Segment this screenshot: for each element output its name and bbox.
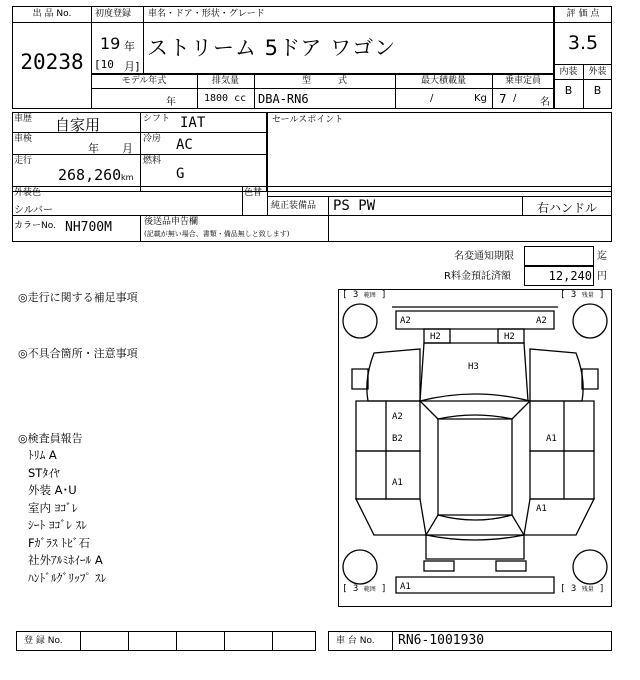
capacity-separator: / bbox=[513, 93, 517, 104]
car-damage-diagram bbox=[338, 289, 612, 607]
recycle-label: R料金預託済額 bbox=[444, 271, 511, 282]
damage-mark: A2 bbox=[400, 316, 411, 326]
deadline-box bbox=[524, 246, 594, 266]
equipment-label: 純正装備品 bbox=[271, 201, 317, 211]
recycle-unit: 円 bbox=[597, 271, 607, 282]
inspector-item: ﾄﾘﾑ A bbox=[28, 448, 57, 462]
model-year-unit: 年 bbox=[166, 97, 176, 108]
max-load-separator: / bbox=[430, 93, 434, 104]
model-type-value: DBA-RN6 bbox=[258, 92, 309, 106]
deadline-label: 名変通知期限 bbox=[454, 251, 514, 262]
max-load-label: 最大積載量 bbox=[420, 76, 466, 86]
inspector-item: 社外ｱﾙﾐﾎｲｰﾙ A bbox=[28, 553, 103, 567]
first-reg-year: 19 bbox=[100, 34, 121, 53]
driving-notes-title: ◎走行に関する補足事項 bbox=[18, 291, 138, 304]
recycle-value: 12,240 bbox=[548, 269, 592, 283]
inspector-report-title: ◎検査員報告 bbox=[18, 432, 83, 445]
vehicle-name: ストリーム 5ドア ワゴン bbox=[147, 36, 397, 60]
first-reg-label: 初度登録 bbox=[95, 9, 132, 19]
damage-mark: A2 bbox=[392, 412, 403, 422]
inspector-item: ｼｰﾄ ﾖｺﾞﾚ ｽﾚ bbox=[28, 518, 88, 532]
tread-right-rear: [ 3 残量 ] bbox=[560, 584, 605, 594]
fuel-label: 燃料 bbox=[143, 156, 162, 166]
lot-label: 出 品 No. bbox=[32, 9, 72, 19]
first-reg-month-unit: 月] bbox=[124, 60, 140, 73]
ac-label: 冷房 bbox=[143, 134, 162, 144]
first-reg-year-unit: 年 bbox=[124, 40, 135, 53]
equipment-value: PS PW bbox=[333, 198, 376, 214]
fuel-value: G bbox=[176, 166, 185, 182]
shift-label: シフト bbox=[143, 114, 171, 124]
type-label: 型 式 bbox=[301, 76, 347, 86]
damage-mark: B2 bbox=[392, 434, 403, 444]
interior-grade: B bbox=[564, 84, 573, 97]
damage-mark: A1 bbox=[536, 504, 547, 514]
score-value: 3.5 bbox=[567, 32, 599, 54]
sales-point-label: セールスポイント bbox=[272, 115, 344, 125]
tread-left-rear: [ 3 範囲 ] bbox=[342, 584, 387, 594]
registration-no-label: 登 録 No. bbox=[24, 636, 63, 646]
damage-mark: H2 bbox=[504, 332, 515, 342]
history-label: 車歴 bbox=[14, 114, 33, 124]
score-label: 評 価 点 bbox=[566, 9, 600, 19]
defects-title: ◎不具合箇所・注意事項 bbox=[18, 347, 138, 360]
capacity-unit: 名 bbox=[540, 97, 550, 108]
capacity-label: 乗車定員 bbox=[504, 76, 541, 86]
displacement-label: 排気量 bbox=[211, 76, 239, 86]
inspection-month: 月 bbox=[122, 142, 133, 155]
deadline-unit: 迄 bbox=[597, 251, 607, 262]
interior-grade-label: 内装 bbox=[559, 67, 578, 77]
exterior-grade: B bbox=[593, 84, 602, 97]
damage-mark: H3 bbox=[468, 362, 479, 372]
mileage-unit: km bbox=[121, 173, 134, 182]
tread-left-front: [ 3 範囲 ] bbox=[342, 290, 387, 300]
steering-value: 右ハンドル bbox=[536, 201, 597, 215]
ac-value: AC bbox=[176, 137, 193, 153]
damage-mark: A2 bbox=[536, 316, 547, 326]
inspector-item: ﾊﾝﾄﾞﾙｸﾞﾘｯﾌﾟ ｽﾚ bbox=[28, 570, 107, 585]
color-change-label: 色替 bbox=[244, 188, 263, 198]
inspector-item: Fｶﾞﾗｽ ﾄﾋﾞ石 bbox=[28, 535, 91, 550]
chassis-no-value: RN6-1001930 bbox=[398, 633, 485, 648]
max-load-unit: Kg bbox=[474, 93, 487, 104]
damage-mark: H2 bbox=[430, 332, 441, 342]
chassis-no-label: 車 台 No. bbox=[336, 636, 375, 646]
damage-mark: A1 bbox=[546, 434, 557, 444]
vehicle-name-label: 車名・ドア・形状・グレード bbox=[148, 9, 265, 19]
inspector-items bbox=[28, 447, 208, 587]
color-value: シルバー bbox=[14, 205, 54, 216]
docs-note: (記載が無い場合、書類・備品無しと致します) bbox=[144, 230, 290, 238]
lot-number: 20238 bbox=[20, 50, 84, 74]
docs-label: 後送品申告欄 bbox=[144, 217, 199, 227]
tread-right-front: [ 3 残量 ] bbox=[560, 290, 605, 300]
color-no-value: NH700M bbox=[65, 220, 112, 235]
inspector-item: 外装 A･U bbox=[28, 483, 77, 497]
exterior-grade-label: 外装 bbox=[588, 67, 607, 77]
capacity-value: 7 bbox=[499, 92, 507, 106]
displacement-value: 1800 cc bbox=[204, 93, 247, 104]
mileage-value: 268,260 bbox=[58, 166, 122, 184]
mileage-label: 走行 bbox=[14, 156, 33, 166]
history-value: 自家用 bbox=[55, 116, 101, 134]
inspection-label: 車検 bbox=[14, 134, 33, 144]
first-reg-month: [10 bbox=[94, 58, 114, 71]
inspector-item: 室内 ﾖｺﾞﾚ bbox=[28, 500, 78, 515]
model-year-label: モデル年式 bbox=[121, 76, 167, 86]
damage-mark: A1 bbox=[400, 582, 411, 592]
inspector-item: STﾀｲﾔ bbox=[28, 465, 60, 480]
inspection-year: 年 bbox=[88, 142, 99, 155]
damage-mark: A1 bbox=[392, 478, 403, 488]
shift-value: IAT bbox=[180, 115, 206, 131]
color-no-label: カラーNo. bbox=[14, 221, 56, 231]
color-label: 外装色 bbox=[14, 188, 42, 198]
